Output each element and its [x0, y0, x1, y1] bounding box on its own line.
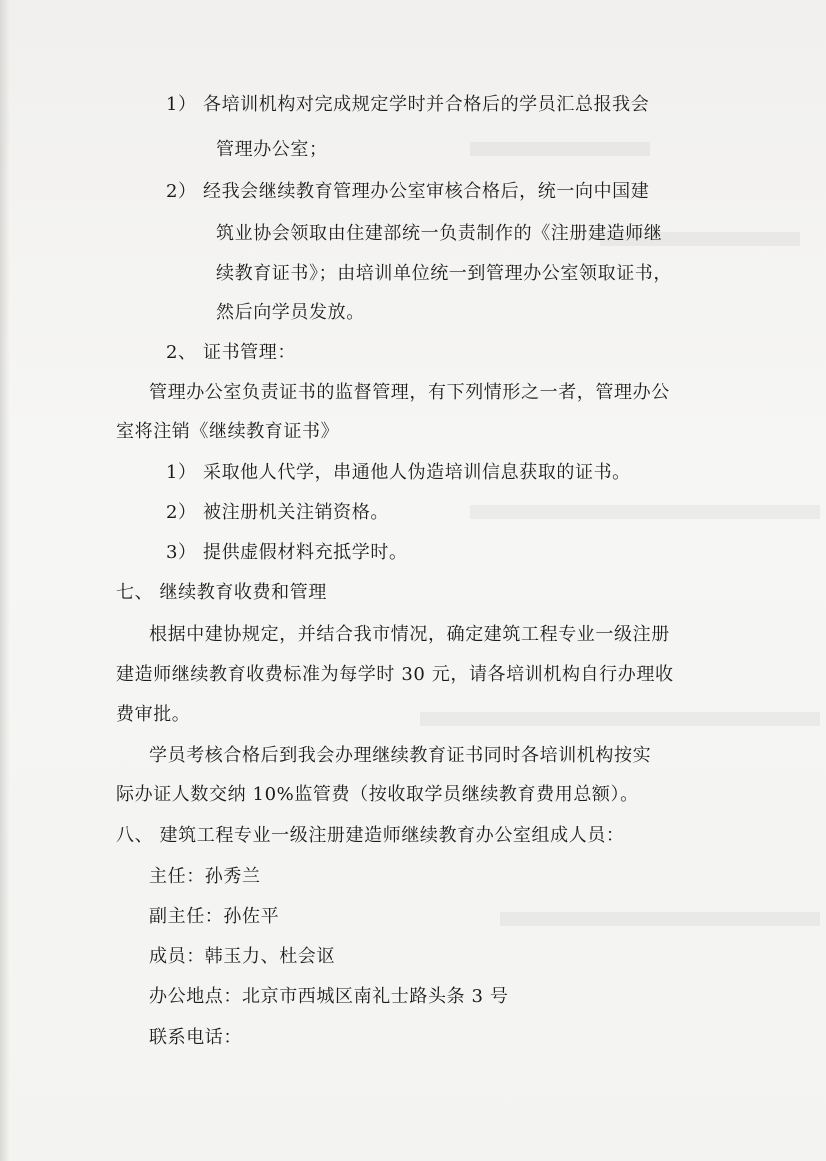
contact-phone-line: 联系电话：: [149, 1027, 242, 1048]
show-through-1: [470, 142, 650, 156]
show-through-3: [470, 505, 820, 519]
text-line-8: 管理办公室负责证书的监督管理，有下列情形之一者，管理办公: [149, 382, 670, 403]
text-line-10: 1） 采取他人代学，串通他人伪造培训信息获取的证书。: [166, 462, 631, 483]
text-line-15: 建造师继续教育收费标准为每学时 30 元，请各培训机构自行办理收: [116, 664, 674, 685]
text-line-3: 2） 经我会继续教育管理办公室审核合格后，统一向中国建: [166, 181, 650, 202]
text-line-16: 费审批。: [116, 704, 191, 725]
text-line-5: 续教育证书》；由培训单位统一到管理办公室领取证书，: [216, 263, 672, 284]
page-edge-shadow: [0, 0, 10, 1161]
text-line-1: 1） 各培训机构对完成规定学时并合格后的学员汇总报我会: [166, 94, 650, 115]
section-heading-certificate: 2、 证书管理：: [166, 342, 296, 363]
text-line-6: 然后向学员发放。: [216, 302, 365, 323]
text-line-11: 2） 被注册机关注销资格。: [166, 502, 389, 523]
text-line-9: 室将注销《继续教育证书》: [116, 421, 340, 442]
deputy-director-line: 副主任：孙佐平: [149, 906, 280, 927]
text-line-18: 际办证人数交纳 10%监管费（按收取学员继续教育费用总额）。: [116, 784, 639, 805]
section-heading-office: 八、 建筑工程专业一级注册建造师继续教育办公室组成人员：: [116, 825, 625, 846]
text-line-14: 根据中建协规定，并结合我市情况，确定建筑工程专业一级注册: [149, 624, 670, 645]
director-line: 主任：孙秀兰: [149, 866, 261, 887]
section-heading-fees: 七、 继续教育收费和管理: [116, 582, 327, 603]
text-line-2: 管理办公室；: [216, 139, 328, 160]
text-line-12: 3） 提供虚假材料充抵学时。: [166, 542, 408, 563]
office-address-line: 办公地点：北京市西城区南礼士路头条 3 号: [149, 986, 509, 1007]
text-line-4: 筑业协会领取由住建部统一负责制作的《注册建造师继: [216, 223, 663, 244]
members-line: 成员：韩玉力、杜会讴: [149, 946, 335, 967]
text-line-17: 学员考核合格后到我会办理继续教育证书同时各培训机构按实: [149, 745, 652, 766]
show-through-4: [420, 712, 820, 726]
show-through-5: [500, 912, 820, 926]
